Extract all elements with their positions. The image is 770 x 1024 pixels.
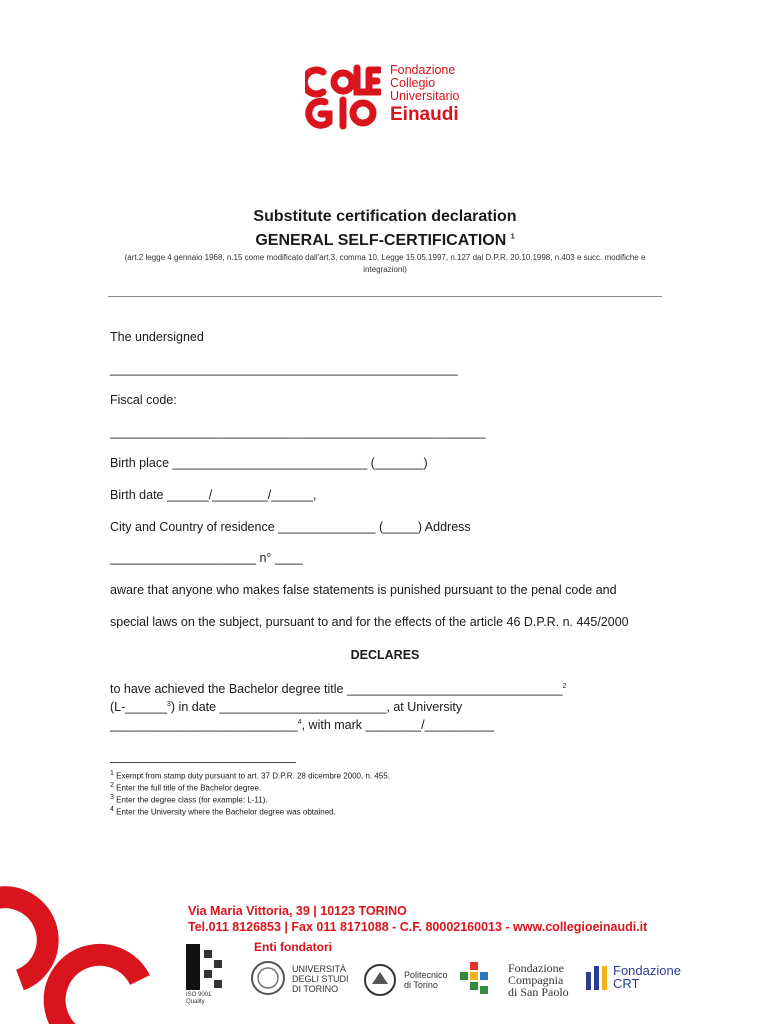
logo-line-fondazione: Fondazione <box>390 63 456 77</box>
iso-certification-icon <box>186 944 226 990</box>
crt-logo-text <box>613 964 681 990</box>
footnote-num: 1 <box>110 770 114 777</box>
footnote-ref: 2 <box>562 682 567 690</box>
mark-text: , with mark ________/__________ <box>301 718 495 732</box>
iso-label: ISO 9001 Quality <box>186 992 212 1005</box>
compagnia-san-paolo-icon <box>460 962 492 996</box>
degree-date-text: ) in date ________________________, at University <box>170 700 463 714</box>
footnote-num: 3 <box>110 794 114 801</box>
footnote-2 <box>110 782 261 793</box>
bachelor-title-text: to have achieved the Bachelor degree title _______________________________ <box>110 682 563 696</box>
aware-text-line-2: special laws on the subject, pursuant to and for the effects of the article 46 D.P.R. n. 445/2000 <box>110 615 629 629</box>
polito-logo-text <box>404 970 448 990</box>
logo-wordmark <box>390 64 459 127</box>
subtitle-text: GENERAL SELF-CERTIFICATION <box>255 232 507 249</box>
logo-line-einaudi: Einaudi <box>390 104 459 125</box>
unito-seal-icon <box>250 960 286 996</box>
declares-heading: DECLARES <box>350 648 420 662</box>
fiscal-code-field[interactable]: ______________________________________________________ <box>110 425 486 439</box>
footnote-text: Enter the full title of the Bachelor degree. <box>116 783 262 793</box>
csp-line: di San Paolo <box>508 985 569 999</box>
page-subtitle <box>0 232 770 250</box>
footnote-ref: 4 <box>297 718 302 726</box>
footnote-num: 2 <box>110 782 114 789</box>
csp-logo-text <box>508 962 569 998</box>
unito-logo-text <box>292 964 349 994</box>
polito-line: Politecnico <box>404 970 448 980</box>
crt-line: CRT <box>613 976 640 991</box>
unito-line: DI TORINO <box>292 984 339 994</box>
undersigned-field[interactable]: __________________________________________________ <box>110 362 458 376</box>
crt-line: Fondazione <box>613 963 681 978</box>
fiscal-code-label: Fiscal code: <box>110 393 177 407</box>
certified-system-icon <box>186 944 226 990</box>
birth-place-field[interactable]: Birth place ____________________________ (_______) <box>110 456 428 470</box>
footnote-text: Enter the University where the Bachelor degree was obtained. <box>116 807 336 817</box>
bachelor-title-field[interactable] <box>110 682 566 696</box>
aware-text-line-1: aware that anyone who makes false statements is punished pursuant to the penal code and <box>110 583 617 597</box>
collegio-logo-icon <box>305 62 381 130</box>
unito-line: UNIVERSITÀ <box>292 964 347 974</box>
footer-address: Via Maria Vittoria, 39 | 10123 TORINO <box>188 904 407 918</box>
crt-logo-icon <box>586 966 610 990</box>
footnote-4 <box>110 806 336 817</box>
degree-class-field[interactable] <box>110 700 462 714</box>
footnote-text: Enter the degree class (for example: L-11). <box>116 795 268 805</box>
birth-date-field[interactable]: Birth date ______/________/______, <box>110 488 317 502</box>
footnote-1 <box>110 770 390 781</box>
footnote-num: 4 <box>110 806 114 813</box>
residence-field[interactable]: City and Country of residence ______________ (_____) Address <box>110 520 471 534</box>
csp-line: Fondazione <box>508 961 564 975</box>
footnote-ref: 3 <box>167 700 171 708</box>
footnote-ref: 1 <box>510 233 515 241</box>
unito-line: DEGLI STUDI <box>292 974 349 984</box>
page-title: Substitute certification declaration <box>253 208 517 225</box>
logo-line-universitario: Universitario <box>390 89 460 103</box>
footnote-text: Exempt from stamp duty pursuant to art. 37 D.P.R. 28 dicembre 2000, n. 455. <box>116 771 390 781</box>
enti-fondatori-label: Enti fondatori <box>254 940 332 954</box>
footnote-divider <box>110 762 296 763</box>
university-field[interactable] <box>110 718 494 732</box>
header-divider <box>108 296 662 297</box>
law-reference: (art.2 legge 4 gennaio 1968, n.15 come modificato dall'art.3, comma 10, Legge 15.05.1997, n.127 dal D.P.R. 20.10.1998, n.403 e succ. modifiche e integrazioni) <box>124 253 646 274</box>
csp-line: Compagnia <box>508 973 564 987</box>
address-field[interactable]: _____________________ n° ____ <box>110 551 303 565</box>
decorative-logo-fragment-icon <box>0 880 150 1024</box>
undersigned-label: The undersigned <box>110 330 204 344</box>
university-text: ___________________________ <box>110 718 298 732</box>
polito-line: di Torino <box>404 980 438 990</box>
footnote-3 <box>110 794 268 805</box>
footer-contact: Tel.011 8126853 | Fax 011 8171088 - C.F. 80002160013 - www.collegioeinaudi.it <box>188 920 648 934</box>
logo-line-collegio: Collegio <box>390 76 436 90</box>
polito-seal-icon <box>362 962 398 998</box>
degree-class-text: (L-______ <box>110 700 167 714</box>
